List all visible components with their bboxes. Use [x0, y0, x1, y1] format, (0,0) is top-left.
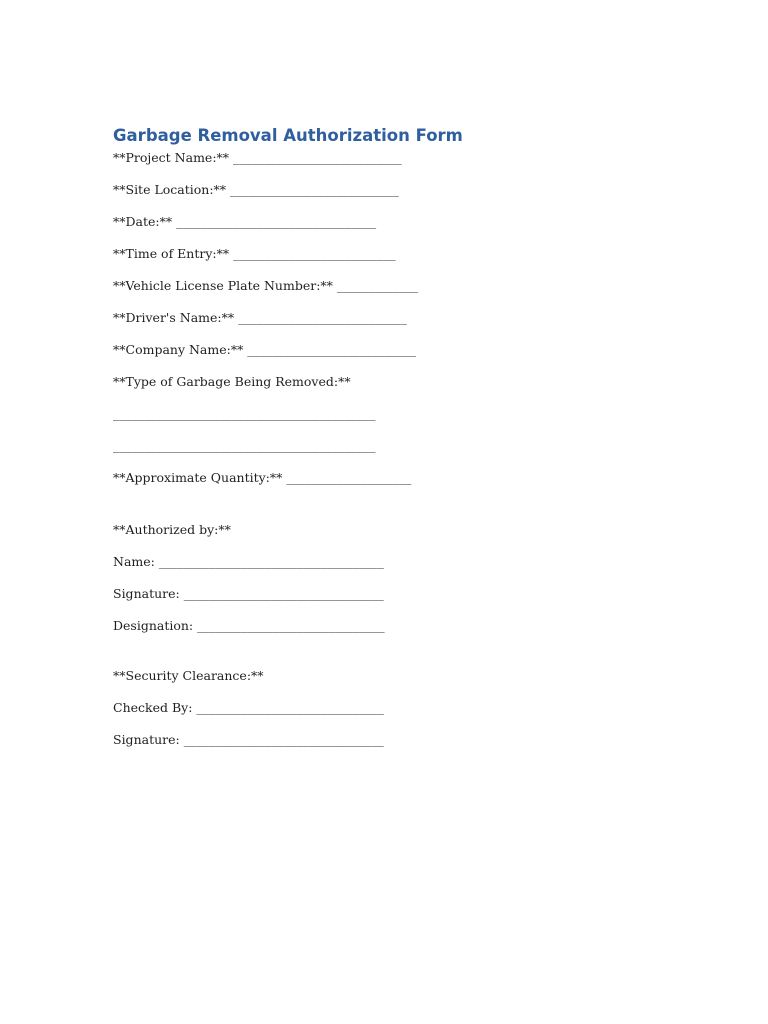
driver-name-field: **Driver's Name:** ___________________________: [113, 310, 407, 325]
project-name-field: **Project Name:** ___________________________: [113, 150, 402, 165]
site-location-field: **Site Location:** ___________________________: [113, 182, 399, 197]
company-name-field: **Company Name:** ___________________________: [113, 342, 417, 357]
authorized-by-heading: **Authorized by:**: [113, 522, 231, 537]
section-spacer: [113, 648, 673, 666]
vehicle-plate-field: **Vehicle License Plate Number:** _____________: [113, 278, 419, 293]
security-signature-field: Signature: ________________________________: [113, 732, 384, 747]
form-title: Garbage Removal Authorization Form: [113, 126, 463, 145]
time-of-entry-field: **Time of Entry:** __________________________: [113, 246, 396, 261]
checked-by-field: Checked By: ______________________________: [113, 700, 384, 715]
approximate-quantity-field: **Approximate Quantity:** ____________________: [113, 470, 412, 485]
section-spacer: [113, 500, 673, 520]
document-page: [113, 124, 673, 762]
authorized-designation-field: Designation: ______________________________: [113, 618, 385, 633]
authorized-signature-field: Signature: ________________________________: [113, 586, 384, 601]
security-clearance-heading: **Security Clearance:**: [113, 668, 264, 683]
authorized-name-field: Name: ____________________________________: [113, 554, 384, 569]
garbage-type-label: **Type of Garbage Being Removed:**: [113, 374, 351, 389]
date-field: **Date:** ________________________________: [113, 214, 377, 229]
garbage-type-line-1: __________________________________________: [113, 406, 376, 421]
garbage-type-line-2: __________________________________________: [113, 438, 376, 453]
